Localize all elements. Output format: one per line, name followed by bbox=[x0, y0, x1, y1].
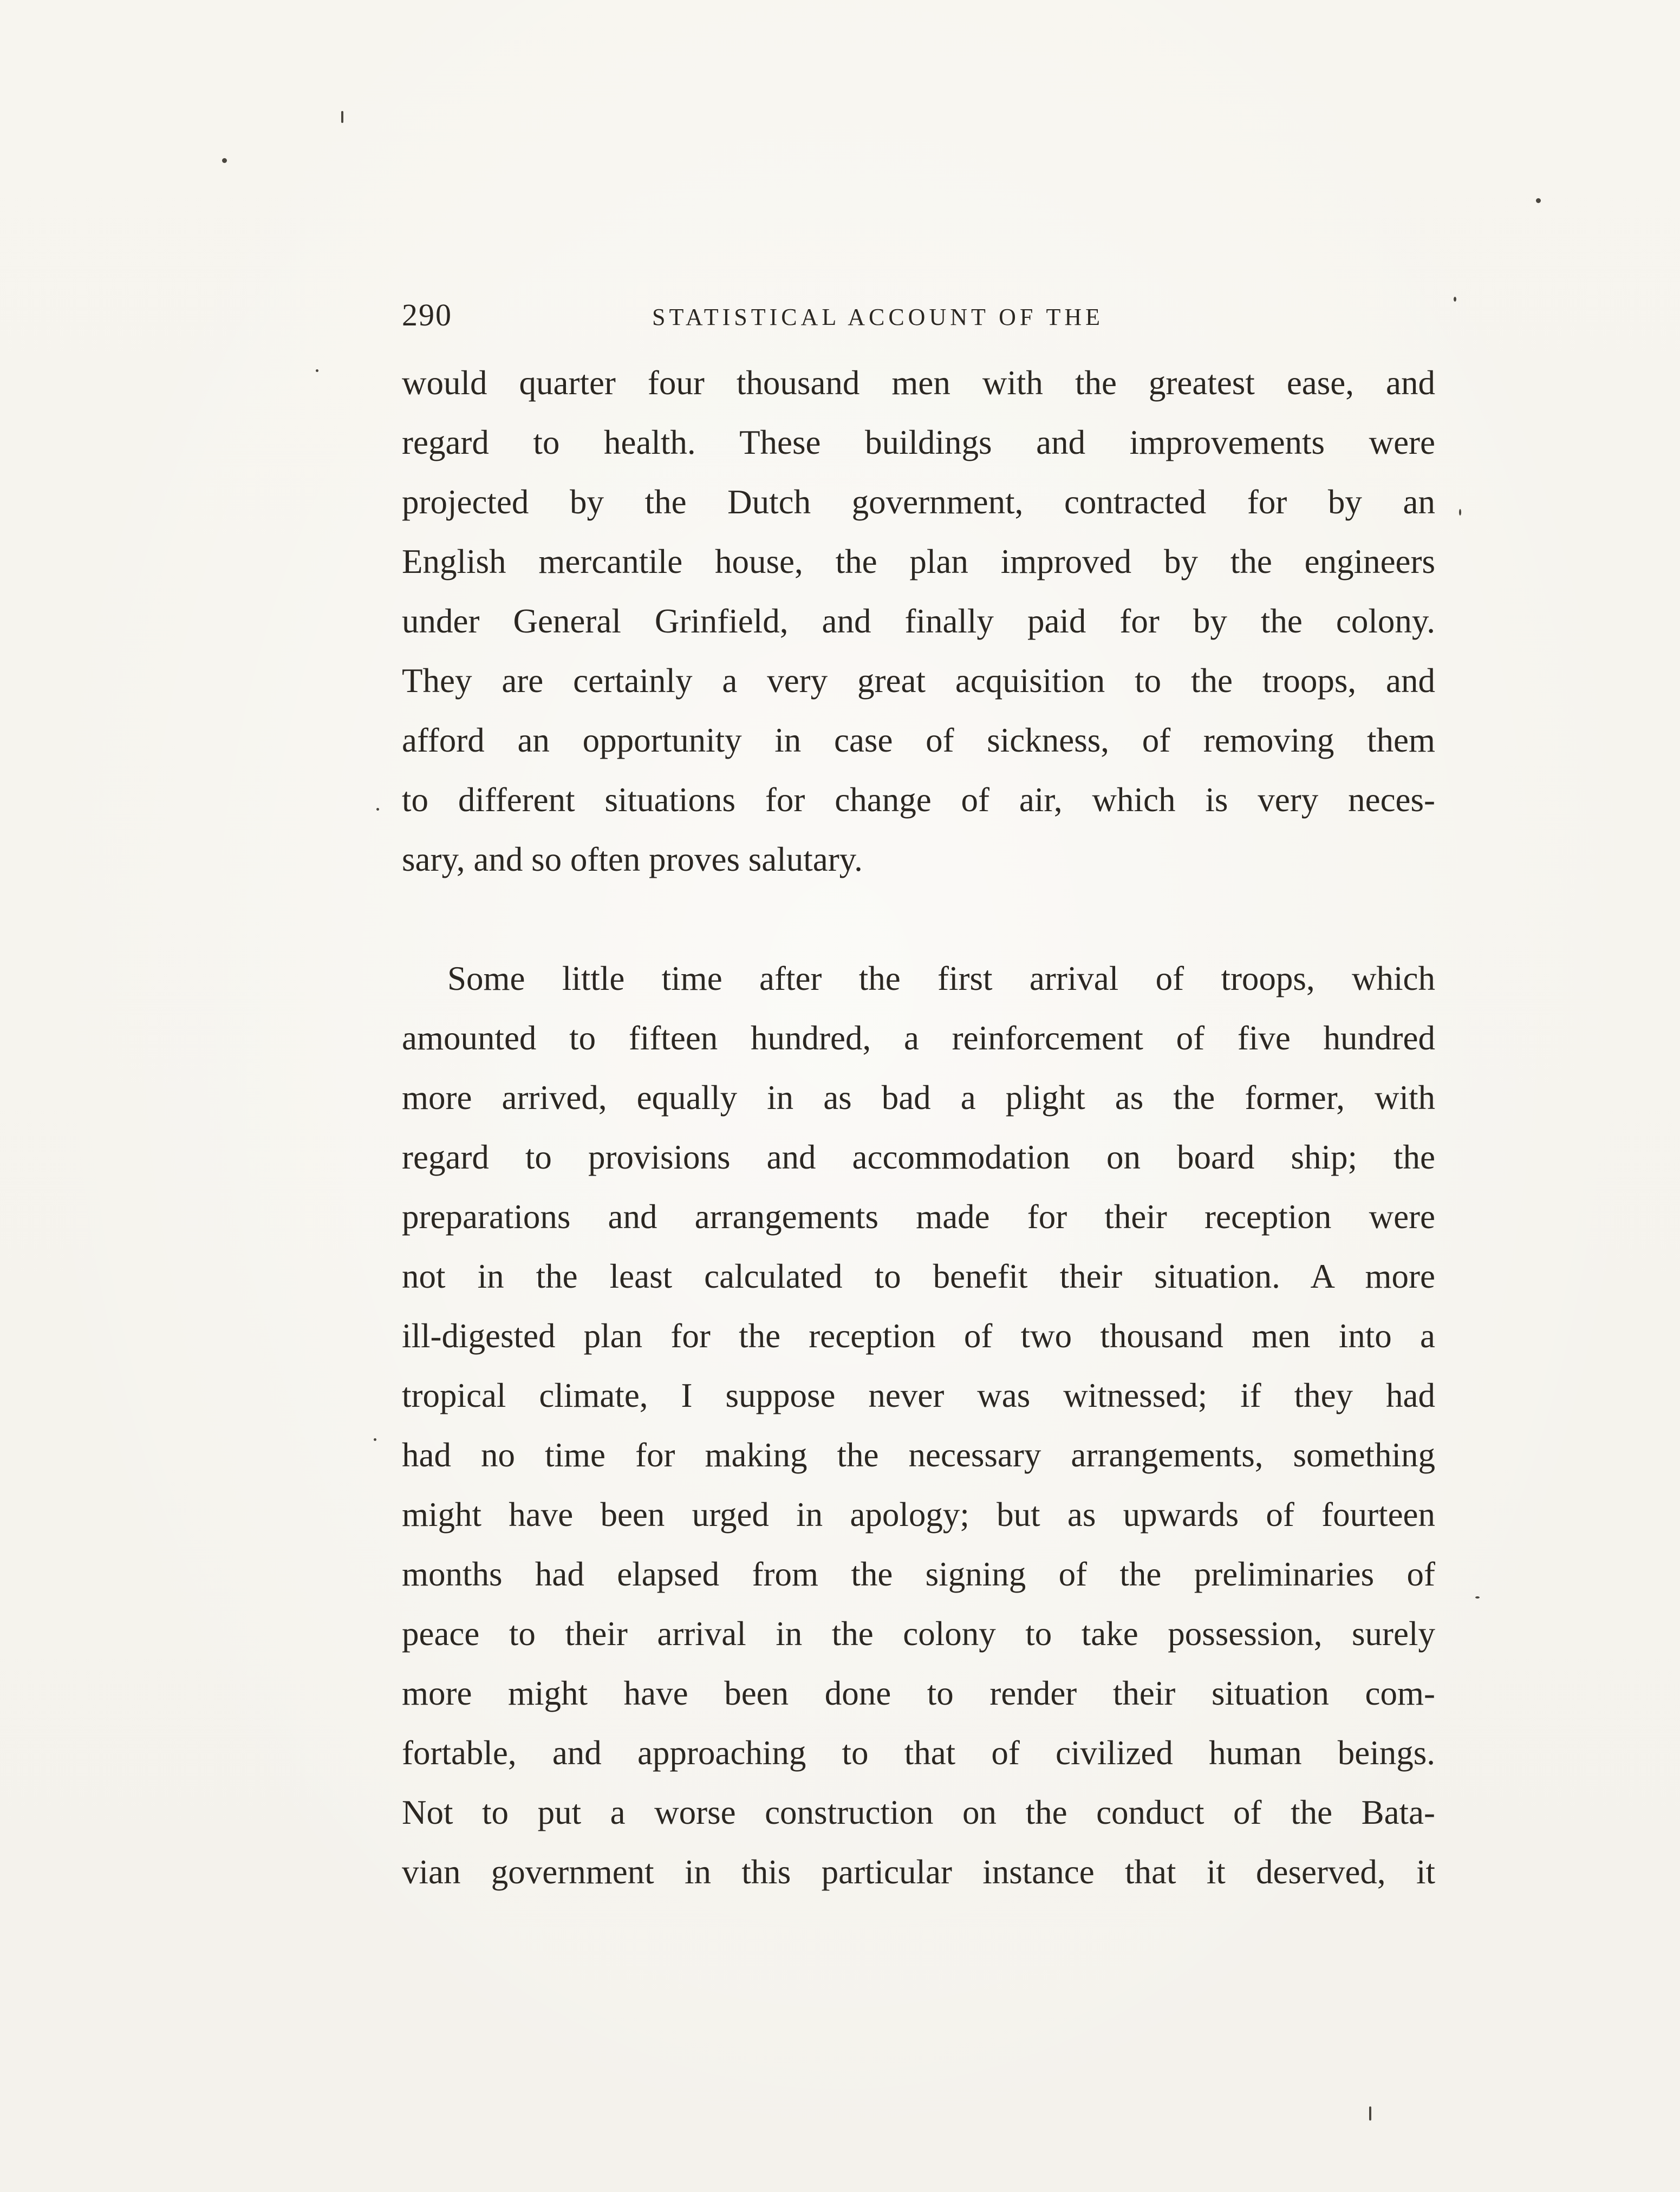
text-line: under General Grinfield, and finally paid for by the colony. bbox=[402, 602, 1435, 640]
text-line: preparations and arrangements made for their reception were bbox=[402, 1198, 1435, 1236]
text-line: vian government in this particular instance that it deserved, it bbox=[402, 1853, 1435, 1891]
paper-speck bbox=[1459, 509, 1461, 516]
body-text bbox=[402, 353, 1435, 1902]
paper-speck bbox=[1369, 2106, 1371, 2121]
text-line: amounted to fifteen hundred, a reinforcement of five hundred bbox=[402, 1019, 1435, 1057]
running-head: STATISTICAL ACCOUNT OF THE bbox=[652, 304, 1104, 330]
text-line: more might have been done to render their situation com- bbox=[402, 1674, 1435, 1712]
text-line: ill-digested plan for the reception of two thousand men into a bbox=[402, 1317, 1435, 1355]
page-number: 290 bbox=[402, 297, 452, 332]
paper-speck bbox=[222, 158, 227, 163]
text-line: sary, and so often proves salutary. bbox=[402, 840, 863, 878]
paragraph bbox=[402, 353, 1435, 889]
text-line: not in the least calculated to benefit their situation. A more bbox=[402, 1257, 1435, 1295]
paper-speck bbox=[1454, 297, 1456, 302]
paragraph bbox=[402, 949, 1435, 1902]
text-line: Some little time after the first arrival of troops, which bbox=[447, 960, 1435, 997]
paper-speck bbox=[316, 369, 318, 372]
text-line: peace to their arrival in the colony to take possession, surely bbox=[402, 1615, 1435, 1653]
text-line: regard to provisions and accommodation on board ship; the bbox=[402, 1138, 1435, 1176]
text-line: Not to put a worse construction on the conduct of the Bata- bbox=[402, 1793, 1435, 1831]
paragraph-gap bbox=[402, 889, 1435, 949]
text-line: more arrived, equally in as bad a plight as the former, with bbox=[402, 1079, 1435, 1117]
text-line: projected by the Dutch government, contracted for by an bbox=[402, 483, 1435, 521]
text-line: They are certainly a very great acquisition to the troops, and bbox=[402, 662, 1435, 700]
page-header bbox=[402, 292, 1171, 341]
text-line: English mercantile house, the plan improved by the engineers bbox=[402, 543, 1435, 580]
text-line: tropical climate, I suppose never was witnessed; if they had bbox=[402, 1376, 1435, 1414]
paper-speck bbox=[341, 111, 343, 123]
text-line: months had elapsed from the signing of the preliminaries of bbox=[402, 1555, 1435, 1593]
text-line: might have been urged in apology; but as upwards of fourteen bbox=[402, 1496, 1435, 1534]
paper-speck bbox=[376, 808, 379, 811]
text-line: would quarter four thousand men with the greatest ease, and bbox=[402, 364, 1435, 402]
paper-speck bbox=[374, 1438, 376, 1441]
text-line: regard to health. These buildings and improvements were bbox=[402, 423, 1435, 461]
text-line: fortable, and approaching to that of civilized human beings. bbox=[402, 1734, 1435, 1772]
text-line: afford an opportunity in case of sickness, of removing them bbox=[402, 721, 1435, 759]
paper-speck bbox=[1475, 1596, 1480, 1599]
paper-speck bbox=[1536, 198, 1541, 203]
text-line: had no time for making the necessary arrangements, something bbox=[402, 1436, 1435, 1474]
text-line: to different situations for change of air, which is very neces- bbox=[402, 781, 1435, 819]
